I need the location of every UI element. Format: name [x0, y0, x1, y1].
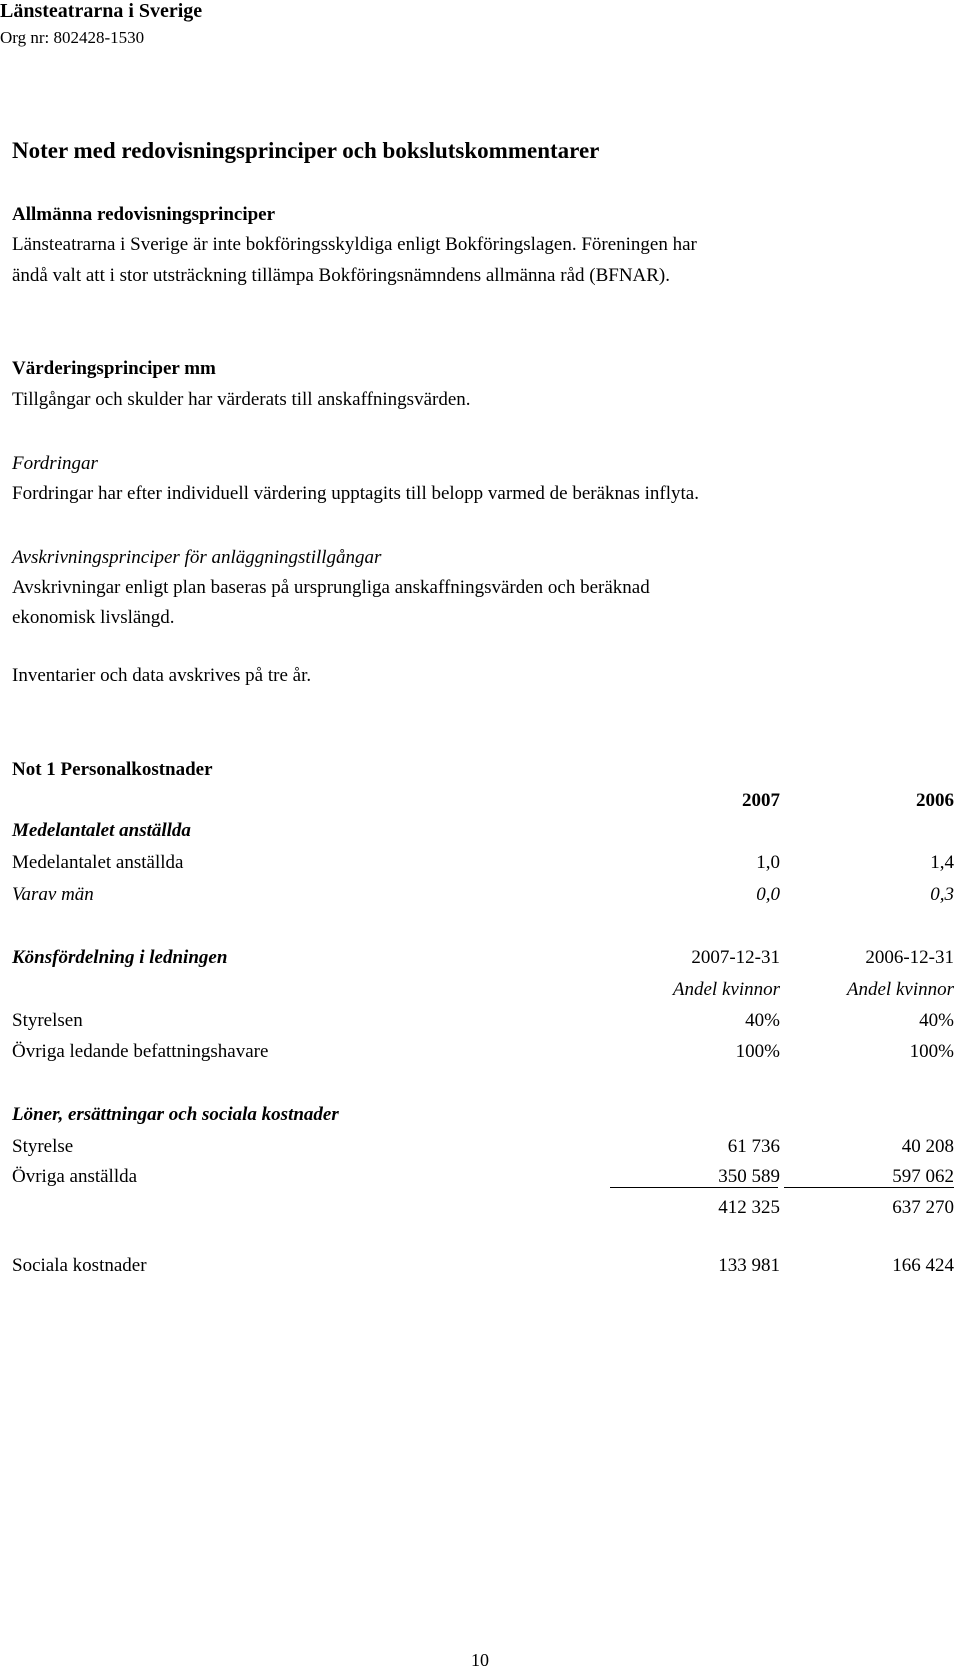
org-number: Org nr: 802428-1530	[0, 28, 145, 47]
gender-heading: Könsfördelning i ledningen	[12, 947, 228, 968]
valuation-text: Tillgångar och skulder har värderats till anskaffningsvärden.	[12, 389, 471, 410]
row-value-2006: 0,3	[930, 884, 954, 905]
depreciation-text-1: Avskrivningar enligt plan baseras på ursprungliga anskaffningsvärden och beräknad	[12, 577, 650, 598]
receivables-heading: Fordringar	[12, 453, 98, 474]
receivables-text: Fordringar har efter individuell värdering upptagits till belopp varmed de beräknas inflyta.	[12, 483, 699, 504]
row-label: Styrelse	[12, 1136, 74, 1157]
year-2006-header: 2006	[916, 790, 954, 811]
row-value-2006: 40 208	[901, 1136, 954, 1157]
sum-rule-2006	[784, 1187, 954, 1188]
row-label: Medelantalet anställda	[12, 852, 184, 873]
gender-sub-2007: Andel kvinnor	[672, 979, 780, 1000]
depreciation-text-2: ekonomisk livslängd.	[12, 607, 175, 628]
row-value-2006: 100%	[909, 1041, 954, 1062]
row-value-2007: 133 981	[718, 1255, 780, 1276]
depreciation-heading: Avskrivningsprinciper för anläggningstillgångar	[12, 547, 382, 568]
row-value-2007: 0,0	[756, 884, 780, 905]
gender-date-2006: 2006-12-31	[865, 947, 954, 968]
valuation-heading: Värderingsprinciper mm	[12, 358, 216, 379]
gender-sub-2006: Andel kvinnor	[846, 979, 954, 1000]
org-name: Länsteatrarna i Sverige	[0, 0, 203, 22]
gender-date-2007: 2007-12-31	[691, 947, 780, 968]
row-label: Övriga anställda	[12, 1166, 138, 1187]
row-label: Sociala kostnader	[12, 1255, 147, 1276]
row-label: Övriga ledande befattningshavare	[12, 1041, 269, 1062]
general-text-1: Länsteatrarna i Sverige är inte bokföringsskyldiga enligt Bokföringslagen. Föreningen har	[12, 234, 697, 255]
depreciation-text-3: Inventarier och data avskrives på tre år.	[12, 665, 312, 686]
salaries-heading: Löner, ersättningar och sociala kostnader	[12, 1104, 339, 1125]
row-value-2006: 166 424	[892, 1255, 954, 1276]
note1-heading: Not 1 Personalkostnader	[12, 759, 213, 780]
row-label: Styrelsen	[12, 1010, 83, 1031]
total-2007: 412 325	[718, 1197, 780, 1218]
page-title: Noter med redovisningsprinciper och bokslutskommentarer	[12, 138, 600, 163]
row-value-2007: 350 589	[718, 1166, 780, 1187]
general-text-2: ändå valt att i stor utsträckning tillämpa Bokföringsnämndens allmänna råd (BFNAR).	[12, 265, 671, 286]
row-value-2007: 100%	[735, 1041, 780, 1062]
sum-rule-2007	[610, 1187, 778, 1188]
page-number: 10	[471, 1650, 489, 1670]
total-2006: 637 270	[892, 1197, 954, 1218]
general-heading: Allmänna redovisningsprinciper	[12, 204, 276, 225]
row-label: Varav män	[12, 884, 94, 905]
row-value-2007: 1,0	[756, 852, 780, 873]
row-value-2007: 61 736	[727, 1136, 780, 1157]
year-2007-header: 2007	[742, 790, 780, 811]
row-value-2006: 597 062	[892, 1166, 954, 1187]
row-value-2006: 40%	[919, 1010, 954, 1031]
row-value-2007: 40%	[745, 1010, 780, 1031]
employees-heading: Medelantalet anställda	[12, 820, 191, 841]
row-value-2006: 1,4	[930, 852, 954, 873]
